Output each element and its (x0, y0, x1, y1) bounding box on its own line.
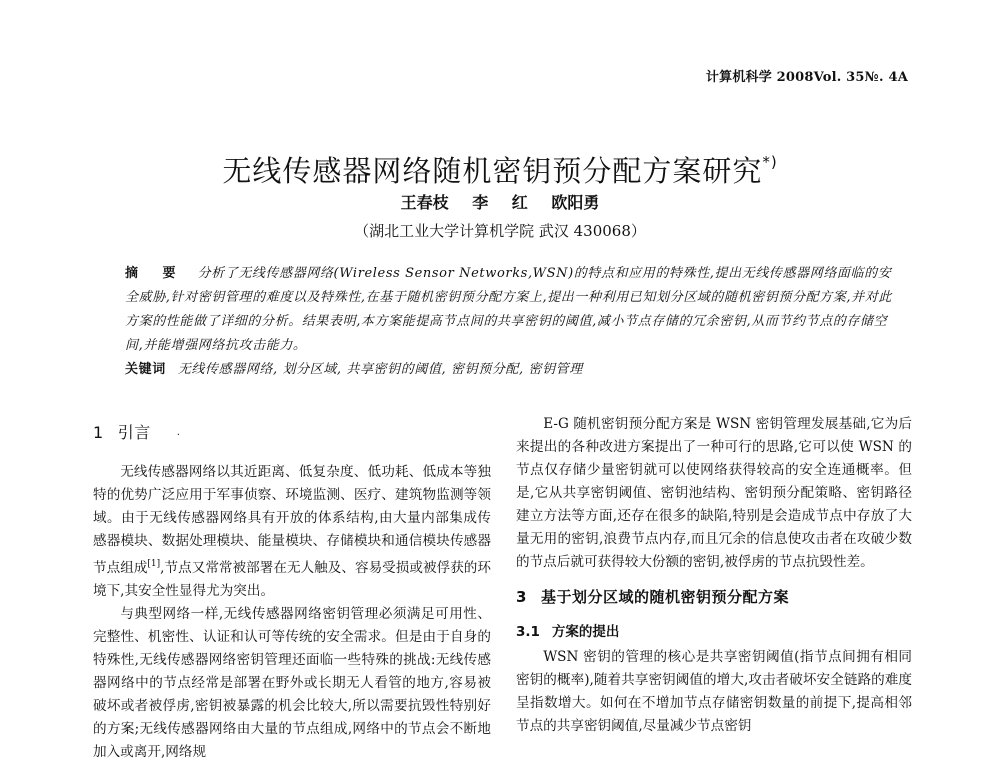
subsection-heading (516, 621, 912, 644)
paragraph-text-tail: ,节点又常常被部署在无人触及、容易受损或被俘获的环境下,其安全性显得尤为突出。 (93, 560, 491, 599)
author-list: 王春枝 李 红 欧阳勇 (400, 193, 600, 212)
right-column (516, 413, 912, 738)
citation-ref: [1] (147, 559, 161, 569)
section-number: 1 (93, 423, 104, 442)
left-column (93, 411, 491, 764)
keywords-text: 无线传感器网络, 划分区域, 共享密钥的阈值, 密钥预分配, 密钥管理 (177, 362, 583, 377)
subsection-title: 方案的提出 (551, 624, 620, 640)
stray-mark: · (176, 430, 181, 441)
paragraph-text: 无线传感器网络以其近距离、低复杂度、低功耗、低成本等独特的优势广泛应用于军事侦察、环境监测、医疗、建筑物监测等领域。由于无线传感器网络具有开放的体系结构,由大量内部集成传感器模块、数据处理模块、能量模块、存储模块和通信模块传感器节点组成 (93, 464, 491, 576)
section-number: 3 (516, 588, 527, 606)
body-paragraph: E-G 随机密钥预分配方案是 WSN 密钥管理发展基础,它为后来提出的各种改进方案提出了一种可行的思路,它可以使 WSN 的节点仅存储少量密钥就可以使网络获得较高的安全连通概率。但是,它从共享密钥阈值、密钥池结构、密钥预分配策略、密钥路径建立方法等方面,还存在很多的缺陷,特别是会造成节点中存放了大量无用的密钥,浪费节点内存,而且冗余的信息使攻击者在攻破少数的节点后就可获得较大份额的密钥,被俘虏的节点抗毁性差。 (516, 416, 912, 570)
body-paragraph (93, 461, 491, 603)
subsection-number: 3.1 (516, 624, 540, 640)
abstract-block (125, 262, 893, 382)
affiliation: （湖北工业大学计算机学院 武汉 430068） (354, 222, 646, 240)
abstract-label: 摘 要 (125, 266, 186, 281)
body-paragraph: 与典型网络一样,无线传感器网络密钥管理必须满足可用性、完整性、机密性、认证和认可等传统的安全需求。但是由于自身的特殊性,无线传感器网络密钥管理还面临一些特殊的挑战:无线传感器网络中的节点经常是部署在野外或长期无人看管的地方,容易被破坏或者被俘虏,密钥被暴露的机会比较大,所以需要抗毁性特别好的方案;无线传感器网络由大量的节点组成,网络中的节点会不断地加入或离开,网络规 (93, 606, 491, 760)
paper-title (0, 149, 1000, 190)
abstract-text: 分析了无线传感器网络(Wireless Sensor Networks,WSN)的特点和应用的特殊性,提出无线传感器网络面临的安全威胁,针对密钥管理的难度以及特殊性,在基于随机密钥预分配方案上,提出一种利用已知划分区域的随机密钥预分配方案,并对此方案的性能做了详细的分析。结果表明,本方案能提高节点间的共享密钥的阈值,减小节点存储的冗余密钥,从而节约节点的存储空间,并能增强网络抗攻击能力。 (125, 266, 892, 353)
journal-header: 计算机科学 2008Vol. 35№. 4A (705, 70, 908, 85)
keywords-paragraph (125, 358, 893, 382)
keywords-label: 关键词 (125, 362, 166, 377)
abstract-paragraph (125, 262, 893, 358)
title-footnote-mark: *) (762, 153, 778, 172)
section-heading-intro (93, 421, 491, 447)
section-title: 基于划分区域的随机密钥预分配方案 (540, 588, 789, 606)
title-text: 无线传感器网络随机密钥预分配方案研究 (222, 154, 763, 189)
section-title: 引言 (117, 423, 151, 442)
section-heading-scheme (516, 586, 912, 609)
body-paragraph: WSN 密钥的管理的核心是共享密钥阈值(指节点间拥有相同密钥的概率),随着共享密钥阈值的增大,攻击者破坏安全链路的难度呈指数增大。如何在不增加节点存储密钥数量的前提下,提高相邻节点的共享密钥阈值,尽量减少节点密钥 (516, 649, 912, 734)
